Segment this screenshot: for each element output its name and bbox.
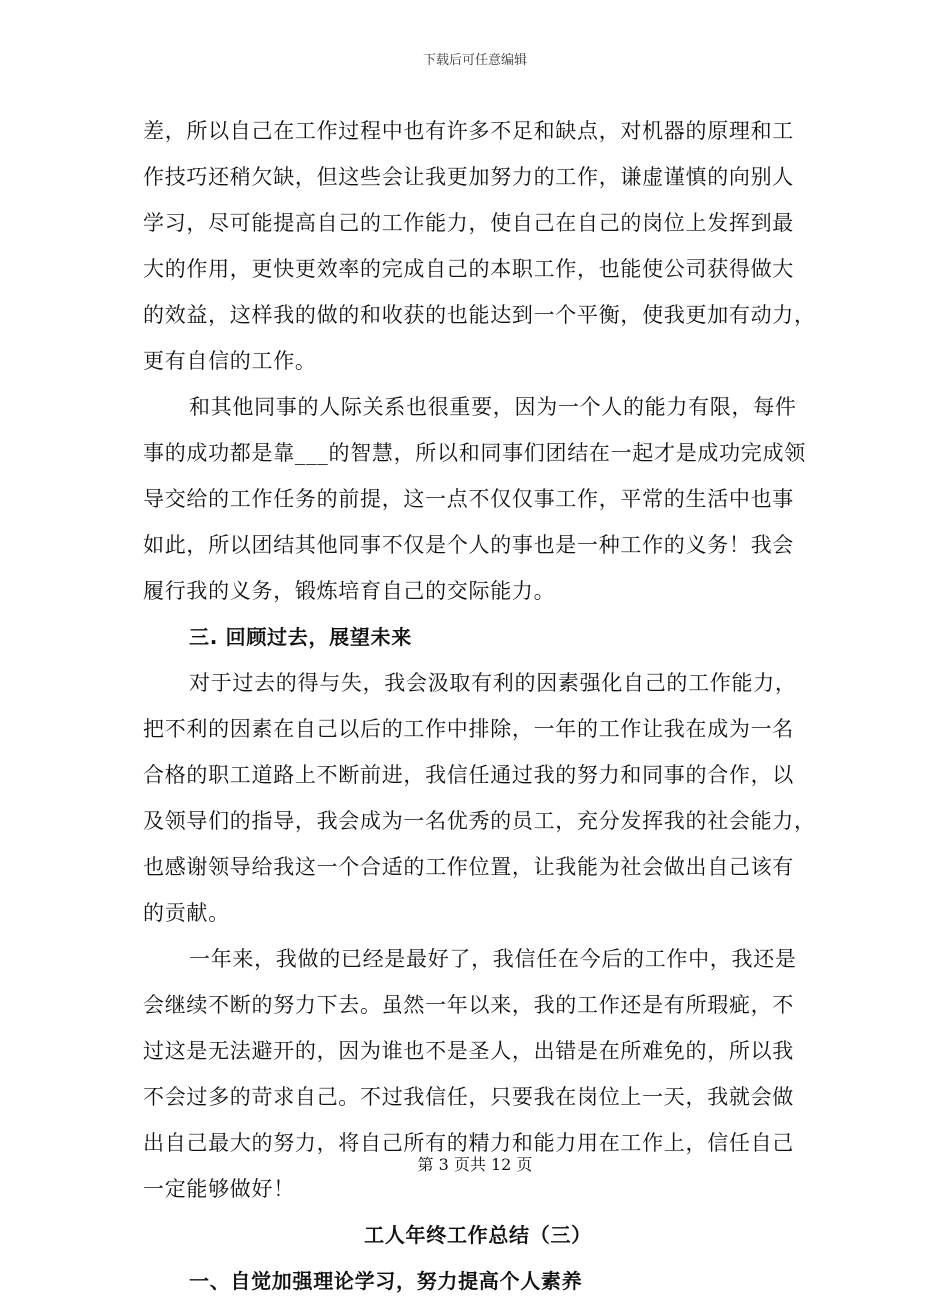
paragraph-line: 和其他同事的人际关系也很重要，因为一个人的能力有限，每件 [189,395,797,419]
paragraph-line: 差，所以自己在工作过程中也有许多不足和缺点，对机器的原理和工 [143,119,794,143]
paragraph-line: 把不利的因素在自己以后的工作中排除，一年的工作让我在成为一名 [143,717,794,741]
paragraph-line: 也感谢领导给我这一个合适的工作位置，让我能为社会做出自己该有 [143,855,794,879]
paragraph-line: 一定能够做好！ [143,1177,295,1201]
paragraph-line: 对于过去的得与失，我会汲取有利的因素强化自己的工作能力， [189,671,797,695]
page-number: 第 3 页共 12 页 [417,1155,533,1174]
document-body [143,108,816,1304]
paragraph-line: 会继续不断的努力下去。虽然一年以来，我的工作还是有所瑕疵，不 [143,993,794,1017]
paragraph-line: 导交给的工作任务的前提，这一点不仅仅事工作，平常的生活中也事 [143,487,794,511]
section-heading: 三. 回顾过去，展望未来 [189,625,412,649]
paragraph-line: 的贡献。 [143,901,230,925]
paragraph-line: 合格的职工道路上不断前进，我信任通过我的努力和同事的合作，以 [143,763,794,787]
document-title: 工人年终工作总结（三） [364,1223,592,1247]
paragraph-line: 一年来，我做的已经是最好了，我信任在今后的工作中，我还是 [189,947,797,971]
page-header: 下载后可任意编辑 [422,53,527,68]
paragraph-line: 大的作用，更快更效率的完成自己的本职工作，也能使公司获得做大 [143,257,794,281]
paragraph-line: 过这是无法避开的，因为谁也不是圣人，出错是在所难免的，所以我 [143,1039,794,1063]
section-heading: 一、自觉加强理论学习，努力提高个人素养 [189,1269,583,1293]
paragraph-line: 不会过多的苛求自己。不过我信任，只要我在岗位上一天，我就会做 [143,1085,794,1109]
paragraph-line: 如此，所以团结其他同事不仅是个人的事也是一种工作的义务！我会 [143,533,794,557]
paragraph-line: 及领导们的指导，我会成为一名优秀的员工，充分发挥我的社会能力， [143,809,816,833]
paragraph-line: 的效益，这样我的做的和收获的也能达到一个平衡，使我更加有动力， [143,303,816,327]
paragraph-line: 事的成功都是靠___的智慧，所以和同事们团结在一起才是成功完成领 [143,441,806,465]
paragraph-line: 履行我的义务，锻炼培育自己的交际能力。 [143,579,556,603]
paragraph-line: 更有自信的工作。 [143,349,317,373]
paragraph-line: 学习，尽可能提高自己的工作能力，使自己在自己的岗位上发挥到最 [143,211,794,235]
paragraph-line: 出自己最大的努力，将自己所有的精力和能力用在工作上，信任自己 [143,1131,794,1155]
paragraph-line: 作技巧还稍欠缺，但这些会让我更加努力的工作，谦虚谨慎的向别人 [143,165,794,189]
